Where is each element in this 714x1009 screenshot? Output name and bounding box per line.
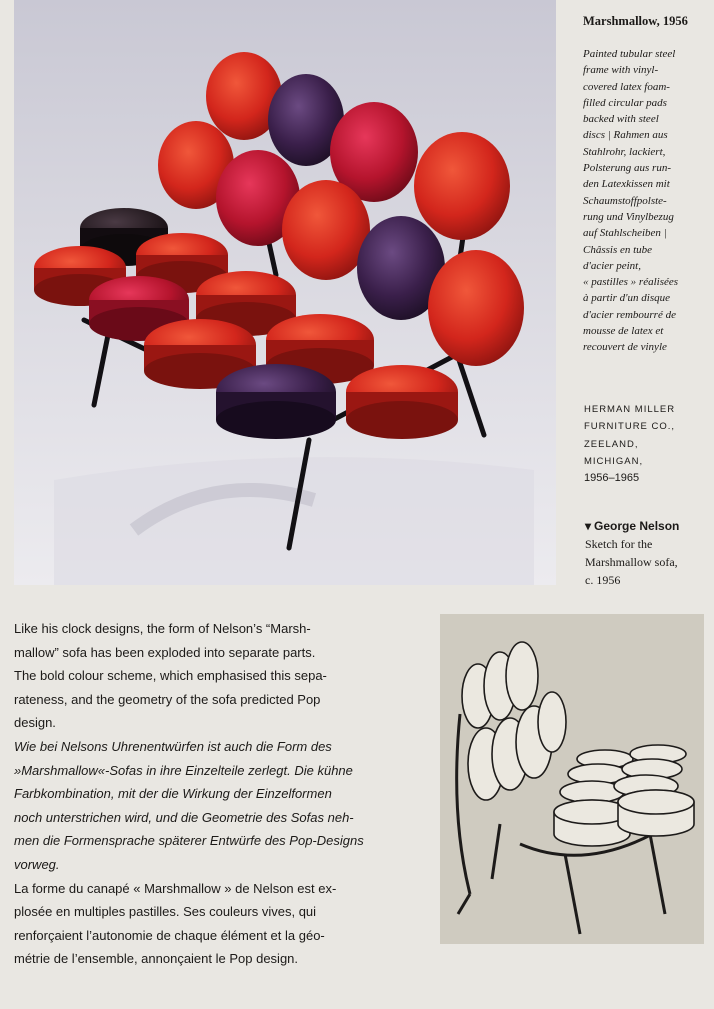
description-line: d'acier peint, [583, 259, 641, 272]
text-line: The bold colour scheme, which emphasised this sepa- [14, 668, 327, 684]
german-paragraph [14, 735, 424, 877]
sofa-sketch [440, 614, 704, 944]
manufacturer-line: MICHIGAN, [584, 455, 644, 467]
text-line: Wie bei Nelsons Uhrenentwürfen ist auch die Form des [14, 738, 332, 754]
triangle-marker-icon: ▾ [585, 519, 592, 533]
description-line: rung und Vinylbezug [583, 210, 674, 223]
text-line: métrie de l’ensemble, annonçaient le Pop design. [14, 951, 299, 967]
description-line: à partir d'un disque [583, 292, 670, 305]
sketch-caption-line: Marshmallow sofa, [585, 555, 678, 569]
text-line: noch unterstrichen wird, und die Geometrie des Sofas neh- [14, 809, 354, 825]
description-line: Painted tubular steel [583, 48, 676, 60]
description-line: « pastilles » réalisées [583, 276, 679, 289]
text-line: Farbkombination, mit der die Wirkung der Einzelformen [14, 786, 332, 802]
text-line: men die Formensprache späterer Entwürfe des Pop-Designs [14, 833, 364, 849]
designer-name: George Nelson [594, 519, 680, 533]
text-line: mallow” sofa has been exploded into separate parts. [14, 644, 316, 660]
manufacturer [584, 401, 709, 487]
manufacturer-line: FURNITURE CO., [584, 421, 676, 433]
description-line: backed with steel [583, 113, 659, 126]
manufacturer-line: HERMAN MILLER [584, 404, 676, 415]
text-line: design. [14, 715, 56, 731]
sketch-caption-line: Sketch for the [585, 537, 653, 551]
description-line: d'acier rembourré de [583, 308, 676, 321]
text-line: »Marshmallow«-Sofas in ihre Einzelteile zerlegt. Die kühne [14, 762, 353, 778]
text-line: La forme du canapé « Marshmallow » de Nelson est ex- [14, 880, 337, 896]
description-line: frame with vinyl- [583, 64, 659, 77]
description-line: Châssis en tube [583, 243, 653, 256]
text-line: Like his clock designs, the form of Nelson’s “Marsh- [14, 621, 311, 636]
description-line: den Latexkissen mit [583, 178, 670, 191]
description-line: Schaumstoffpolste- [583, 194, 667, 207]
description-line: mousse de latex et [583, 325, 664, 338]
english-paragraph [14, 617, 424, 735]
french-paragraph [14, 877, 424, 971]
description-line: discs | Rahmen aus [583, 129, 668, 142]
description-line: recouvert de vinyle [583, 341, 667, 354]
sketch-drawing [440, 614, 704, 944]
text-line: rateness, and the geometry of the sofa predicted Pop [14, 691, 321, 707]
text-line: plosée en multiples pastilles. Ses couleurs vives, qui [14, 904, 317, 920]
description-line: auf Stahlscheiben | [583, 227, 667, 240]
production-years: 1956–1965 [584, 472, 640, 485]
description-line: Polsterung aus run- [583, 162, 671, 175]
body-text [14, 617, 424, 971]
object-description [583, 46, 708, 356]
sofa-photo [14, 0, 556, 585]
object-title: Marshmallow, 1956 [583, 14, 688, 28]
description-line: filled circular pads [583, 96, 667, 109]
description-line: covered latex foam- [583, 80, 670, 93]
sketch-caption-line: c. 1956 [585, 573, 621, 587]
sketch-caption [585, 517, 710, 589]
description-line: Stahlrohr, lackiert, [583, 145, 666, 158]
text-line: renforçaient l’autonomie de chaque élément et la géo- [14, 927, 325, 943]
manufacturer-line: ZEELAND, [584, 438, 639, 450]
marshmallow-sofa-illustration [14, 0, 556, 585]
text-line: vorweg. [14, 856, 60, 872]
